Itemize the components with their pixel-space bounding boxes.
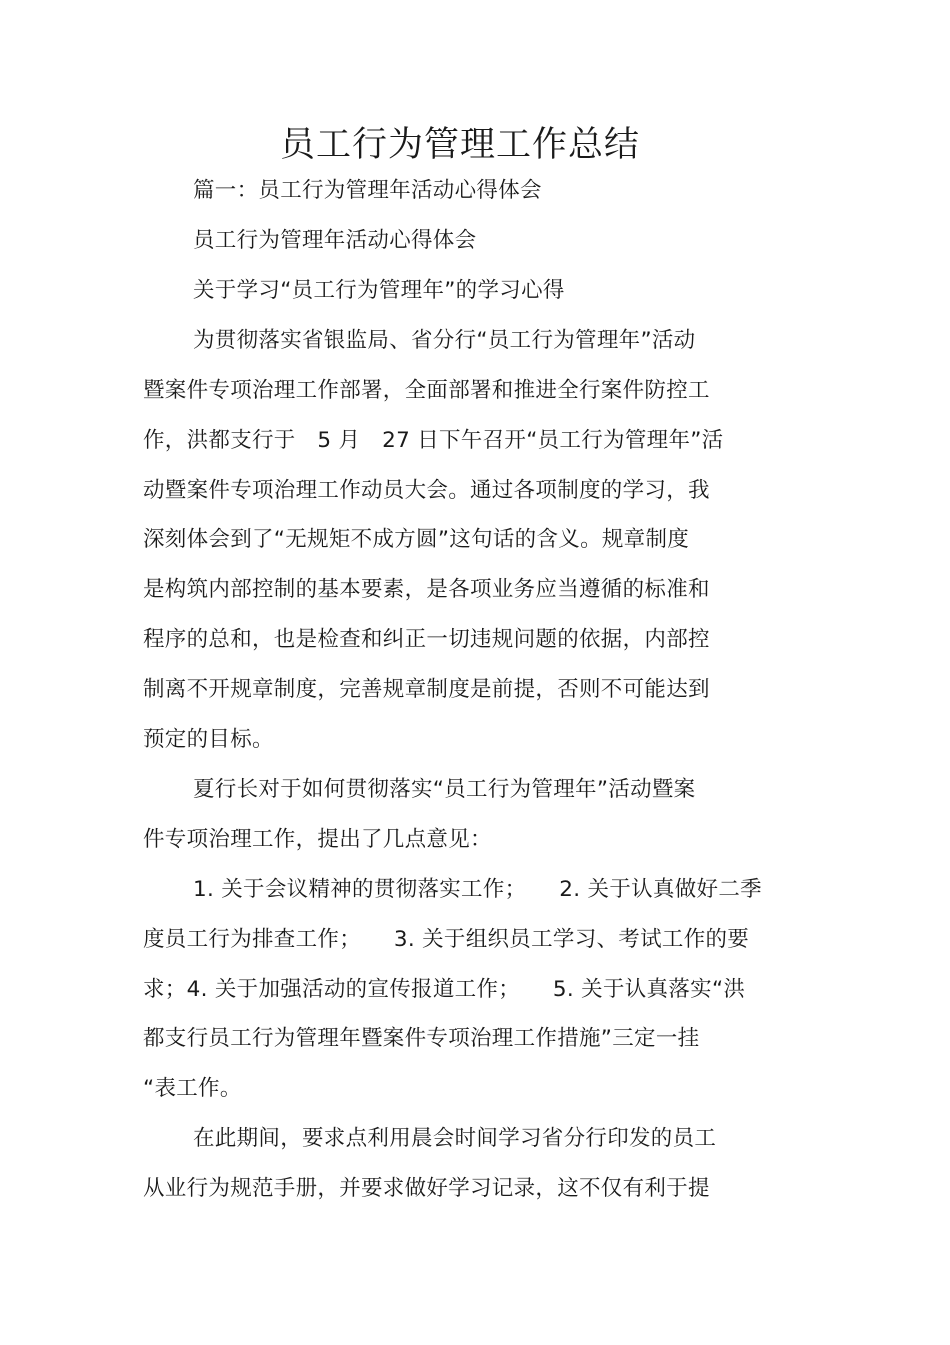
text-line-12: 预定的目标。 (143, 727, 274, 752)
text-line-20: 在此期间，要求点利用晨会时间学习省分行印发的员工 (193, 1126, 717, 1151)
text-line-3: 关于学习“员工行为管理年”的学习心得 (193, 278, 565, 303)
text-line-1: 篇一：员工行为管理年活动心得体会 (193, 178, 542, 203)
text-line-6: 作，洪都支行于 5 月 27 日下午召开“员工行为管理年”活 (143, 428, 724, 453)
text-line-21: 从业行为规范手册，并要求做好学习记录，这不仅有利于提 (143, 1176, 710, 1201)
text-line-8: 深刻体会到了“无规矩不成方圆”这句话的含义。规章制度 (143, 527, 690, 552)
text-line-19: “表工作。 (143, 1076, 242, 1101)
document-title: 员工行为管理工作总结 (279, 125, 640, 165)
text-line-18: 都支行员工行为管理年暨案件专项治理工作措施”三定一挂 (143, 1026, 700, 1051)
text-line-2: 员工行为管理年活动心得体会 (193, 228, 477, 253)
text-line-15: 1. 关于会议精神的贯彻落实工作； 2. 关于认真做好二季 (193, 877, 762, 902)
text-line-5: 暨案件专项治理工作部署，全面部署和推进全行案件防控工 (143, 378, 710, 403)
text-line-14: 件专项治理工作，提出了几点意见： (143, 827, 492, 852)
text-line-13: 夏行长对于如何贯彻落实“员工行为管理年”活动暨案 (193, 777, 696, 802)
text-line-4: 为贯彻落实省银监局、省分行“员工行为管理年”活动 (193, 328, 696, 353)
text-line-11: 制离不开规章制度，完善规章制度是前提，否则不可能达到 (143, 677, 710, 702)
text-line-17: 求；4. 关于加强活动的宣传报道工作； 5. 关于认真落实“洪 (143, 977, 746, 1002)
text-line-9: 是构筑内部控制的基本要素，是各项业务应当遵循的标准和 (143, 577, 710, 602)
text-line-10: 程序的总和，也是检查和纠正一切违规问题的依据，内部控 (143, 627, 710, 652)
text-line-16: 度员工行为排查工作； 3. 关于组织员工学习、考试工作的要 (143, 927, 750, 952)
text-line-7: 动暨案件专项治理工作动员大会。通过各项制度的学习，我 (143, 478, 710, 503)
